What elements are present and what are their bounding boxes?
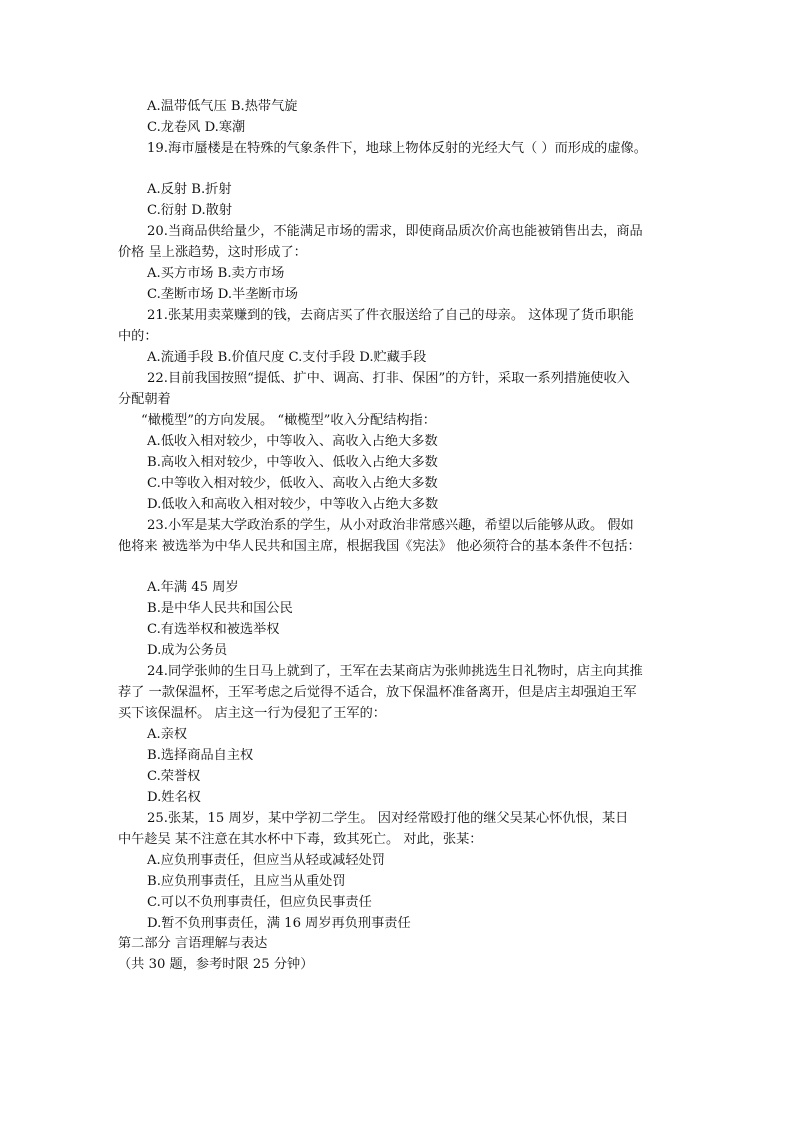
option-line: B.应负刑事责任，且应当从重处罚 xyxy=(147,874,346,889)
question-25-cont: 中午趁吴 某不注意在其水杯中下毒，致其死亡。 对此，张某： xyxy=(118,832,483,847)
option-line: C.中等收入相对较少，低收入、高收入占绝大多数 xyxy=(147,476,438,491)
question-22-cont: 分配朝着 xyxy=(118,392,171,407)
option-line: A.流通手段 B.价值尺度 C.支付手段 D.贮藏手段 xyxy=(147,350,427,365)
option-line: A.反射 B.折射 xyxy=(147,182,232,197)
option-line: A.低收入相对较少，中等收入、高收入占绝大多数 xyxy=(147,434,438,449)
option-line: A.应负刑事责任，但应当从轻或减轻处罚 xyxy=(147,853,385,868)
option-line: A.亲权 xyxy=(147,727,188,742)
option-line: C.龙卷风 D.寒潮 xyxy=(147,120,246,135)
option-line: A.买方市场 B.卖方市场 xyxy=(147,266,285,281)
question-22-cont: “橄榄型”的方向发展。 “橄榄型”收入分配结构指： xyxy=(141,413,436,428)
option-line: D.成为公务员 xyxy=(147,643,228,658)
question-23-cont: 他将来 被选举为中华人民共和国主席，根据我国《宪法》 他必须符合的基本条件不包括： xyxy=(118,539,641,554)
question-24: 24.同学张帅的生日马上就到了，王军在去某商店为张帅挑选生日礼物时，店主向其推 xyxy=(147,664,643,679)
question-24-cont: 买下该保温杯。 店主这一行为侵犯了王军的： xyxy=(118,706,386,721)
option-line: D.暂不负刑事责任，满 16 周岁再负刑事责任 xyxy=(147,916,411,931)
question-19: 19.海市蜃楼是在特殊的气象条件下，地球上物体反射的光经大气（ ）而形成的虚像。 xyxy=(147,141,647,156)
question-20-cont: 价格 呈上涨趋势，这时形成了： xyxy=(118,245,307,260)
question-23: 23.小军是某大学政治系的学生，从小对政治非常感兴趣，希望以后能够从政。 假如 xyxy=(147,518,634,533)
option-line: C.可以不负刑事责任，但应负民事责任 xyxy=(147,895,372,910)
section-subheading: （共 30 题，参考时限 25 分钟） xyxy=(118,957,314,972)
question-25: 25.张某，15 周岁，某中学初二学生。 因对经常殴打他的继父吴某心怀仇恨，某日 xyxy=(147,811,629,826)
option-line: C.有选举权和被选举权 xyxy=(147,622,280,637)
option-line: C.垄断市场 D.半垄断市场 xyxy=(147,287,298,302)
option-line: A.年满 45 周岁 xyxy=(147,580,239,595)
question-24-cont: 荐了 一款保温杯，王军考虑之后觉得不适合，放下保温杯准备离开，但是店主却强迫王军 xyxy=(118,685,637,700)
section-heading: 第二部分 言语理解与表达 xyxy=(118,936,268,951)
option-line: A.温带低气压 B.热带气旋 xyxy=(147,99,298,114)
option-line: B.选择商品自主权 xyxy=(147,748,254,763)
option-line: B.高收入相对较少，中等收入、低收入占绝大多数 xyxy=(147,455,438,470)
option-line: D.姓名权 xyxy=(147,790,201,805)
option-line: C.荣誉权 xyxy=(147,769,201,784)
question-20: 20.当商品供给量少，不能满足市场的需求，即使商品质次价高也能被销售出去，商品 xyxy=(147,224,643,239)
question-21-cont: 中的： xyxy=(118,329,158,344)
option-line: C.衍射 D.散射 xyxy=(147,203,233,218)
option-line: B.是中华人民共和国公民 xyxy=(147,601,293,616)
question-22: 22.目前我国按照“提低、扩中、调高、打非、保困”的方针，采取一系列措施使收入 xyxy=(147,371,630,386)
question-21: 21.张某用卖菜赚到的钱，去商店买了件衣服送给了自己的母亲。 这体现了货币职能 xyxy=(147,308,634,323)
option-line: D.低收入和高收入相对较少，中等收入占绝大多数 xyxy=(147,497,439,512)
